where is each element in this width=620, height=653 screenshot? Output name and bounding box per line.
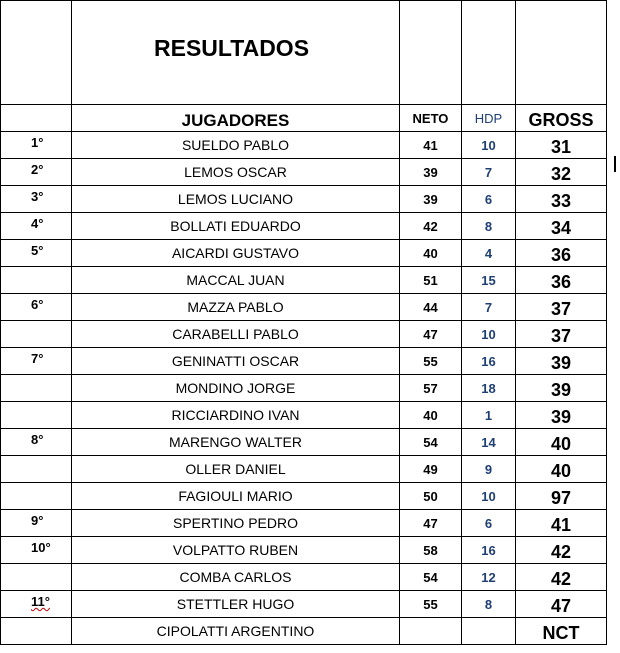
table-row <box>1 483 607 510</box>
position-label: 2° <box>31 162 44 177</box>
header-row <box>1 105 607 132</box>
gross-cell: 39 <box>516 348 607 375</box>
table-row <box>1 213 607 240</box>
neto-cell: 47 <box>400 321 462 348</box>
neto-cell: 57 <box>400 375 462 402</box>
neto-cell: 55 <box>400 348 462 375</box>
position-cell <box>1 348 72 375</box>
gross-cell: 40 <box>516 429 607 456</box>
neto-cell: 54 <box>400 429 462 456</box>
title-row <box>1 1 607 105</box>
neto-cell: 47 <box>400 510 462 537</box>
position-cell <box>1 402 72 429</box>
table-row <box>1 321 607 348</box>
neto-cell <box>400 618 462 645</box>
neto-cell: 55 <box>400 591 462 618</box>
player-name-cell: STETTLER HUGO <box>72 591 400 618</box>
table-row <box>1 375 607 402</box>
table-row <box>1 159 607 186</box>
hdp-cell: 10 <box>462 483 516 510</box>
header-jugadores: JUGADORES <box>72 105 400 132</box>
neto-cell: 42 <box>400 213 462 240</box>
gross-cell: 47 <box>516 591 607 618</box>
gross-cell: 41 <box>516 510 607 537</box>
hdp-cell: 9 <box>462 456 516 483</box>
table-row <box>1 429 607 456</box>
hdp-cell: 6 <box>462 186 516 213</box>
player-name-cell: RICCIARDINO IVAN <box>72 402 400 429</box>
header-pos-cell <box>1 105 72 132</box>
player-name-cell: MONDINO JORGE <box>72 375 400 402</box>
player-name-cell: CARABELLI PABLO <box>72 321 400 348</box>
page-title: RESULTADOS <box>154 35 310 61</box>
position-label: 6° <box>31 297 44 312</box>
player-name-cell: MAZZA PABLO <box>72 294 400 321</box>
position-cell <box>1 483 72 510</box>
gross-cell: 40 <box>516 456 607 483</box>
player-name-cell: BOLLATI EDUARDO <box>72 213 400 240</box>
position-cell <box>1 294 72 321</box>
title-hdp-cell <box>462 1 516 105</box>
player-name-cell: AICARDI GUSTAVO <box>72 240 400 267</box>
player-name-cell: SPERTINO PEDRO <box>72 510 400 537</box>
hdp-cell: 7 <box>462 159 516 186</box>
header-gross: GROSS <box>516 105 607 132</box>
hdp-cell: 8 <box>462 591 516 618</box>
edge-mark <box>614 156 616 172</box>
gross-cell: 37 <box>516 294 607 321</box>
hdp-cell: 15 <box>462 267 516 294</box>
player-name-cell: MACCAL JUAN <box>72 267 400 294</box>
position-label: 4° <box>31 216 44 231</box>
position-cell <box>1 132 72 159</box>
position-cell <box>1 321 72 348</box>
hdp-cell: 4 <box>462 240 516 267</box>
neto-cell: 58 <box>400 537 462 564</box>
position-label: 10° <box>31 540 51 555</box>
gross-cell: 36 <box>516 267 607 294</box>
neto-cell: 44 <box>400 294 462 321</box>
position-cell <box>1 213 72 240</box>
neto-cell: 39 <box>400 186 462 213</box>
gross-cell: NCT <box>516 618 607 645</box>
hdp-cell <box>462 618 516 645</box>
hdp-cell: 18 <box>462 375 516 402</box>
position-label: 9° <box>31 513 44 528</box>
hdp-cell: 16 <box>462 537 516 564</box>
table-row <box>1 591 607 618</box>
position-cell <box>1 618 72 645</box>
neto-cell: 40 <box>400 402 462 429</box>
hdp-cell: 8 <box>462 213 516 240</box>
position-label: 5° <box>31 243 44 258</box>
table-row <box>1 267 607 294</box>
neto-cell: 39 <box>400 159 462 186</box>
neto-cell: 50 <box>400 483 462 510</box>
table-row <box>1 564 607 591</box>
gross-cell: 32 <box>516 159 607 186</box>
table-row <box>1 402 607 429</box>
hdp-cell: 14 <box>462 429 516 456</box>
player-name-cell: LEMOS OSCAR <box>72 159 400 186</box>
neto-cell: 51 <box>400 267 462 294</box>
gross-cell: 34 <box>516 213 607 240</box>
table-row <box>1 132 607 159</box>
gross-cell: 31 <box>516 132 607 159</box>
gross-cell: 39 <box>516 375 607 402</box>
table-row <box>1 537 607 564</box>
position-label: 1° <box>31 135 44 150</box>
gross-cell: 36 <box>516 240 607 267</box>
position-label: 11° <box>31 594 50 609</box>
gross-cell: 39 <box>516 402 607 429</box>
position-cell <box>1 267 72 294</box>
table-row <box>1 618 607 645</box>
hdp-cell: 7 <box>462 294 516 321</box>
hdp-cell: 10 <box>462 321 516 348</box>
player-name-cell: LEMOS LUCIANO <box>72 186 400 213</box>
position-cell <box>1 429 72 456</box>
hdp-cell: 6 <box>462 510 516 537</box>
table-row <box>1 348 607 375</box>
title-gross-cell <box>516 1 607 105</box>
title-corner-cell <box>1 1 72 105</box>
table-row <box>1 240 607 267</box>
player-name-cell: OLLER DANIEL <box>72 456 400 483</box>
position-cell <box>1 510 72 537</box>
gross-cell: 37 <box>516 321 607 348</box>
position-cell <box>1 375 72 402</box>
position-cell <box>1 564 72 591</box>
neto-cell: 40 <box>400 240 462 267</box>
player-name-cell: MARENGO WALTER <box>72 429 400 456</box>
position-cell <box>1 240 72 267</box>
hdp-cell: 10 <box>462 132 516 159</box>
position-label: 3° <box>31 189 44 204</box>
neto-cell: 49 <box>400 456 462 483</box>
neto-cell: 54 <box>400 564 462 591</box>
table-row <box>1 510 607 537</box>
player-name-cell: FAGIOULI MARIO <box>72 483 400 510</box>
hdp-cell: 12 <box>462 564 516 591</box>
player-name-cell: CIPOLATTI ARGENTINO <box>72 618 400 645</box>
position-cell <box>1 456 72 483</box>
player-name-cell: SUELDO PABLO <box>72 132 400 159</box>
gross-cell: 42 <box>516 537 607 564</box>
neto-cell: 41 <box>400 132 462 159</box>
table-row <box>1 456 607 483</box>
table-row <box>1 294 607 321</box>
position-cell <box>1 537 72 564</box>
header-hdp: HDP <box>462 105 516 132</box>
position-cell <box>1 591 72 618</box>
gross-cell: 42 <box>516 564 607 591</box>
position-cell <box>1 159 72 186</box>
gross-cell: 97 <box>516 483 607 510</box>
position-label: 8° <box>31 432 44 447</box>
player-name-cell: VOLPATTO RUBEN <box>72 537 400 564</box>
hdp-cell: 1 <box>462 402 516 429</box>
table-row <box>1 186 607 213</box>
player-name-cell: COMBA CARLOS <box>72 564 400 591</box>
position-cell <box>1 186 72 213</box>
title-neto-cell <box>400 1 462 105</box>
hdp-cell: 16 <box>462 348 516 375</box>
position-label: 7° <box>31 351 44 366</box>
player-name-cell: GENINATTI OSCAR <box>72 348 400 375</box>
title-cell <box>72 1 400 105</box>
header-neto: NETO <box>400 105 462 132</box>
gross-cell: 33 <box>516 186 607 213</box>
